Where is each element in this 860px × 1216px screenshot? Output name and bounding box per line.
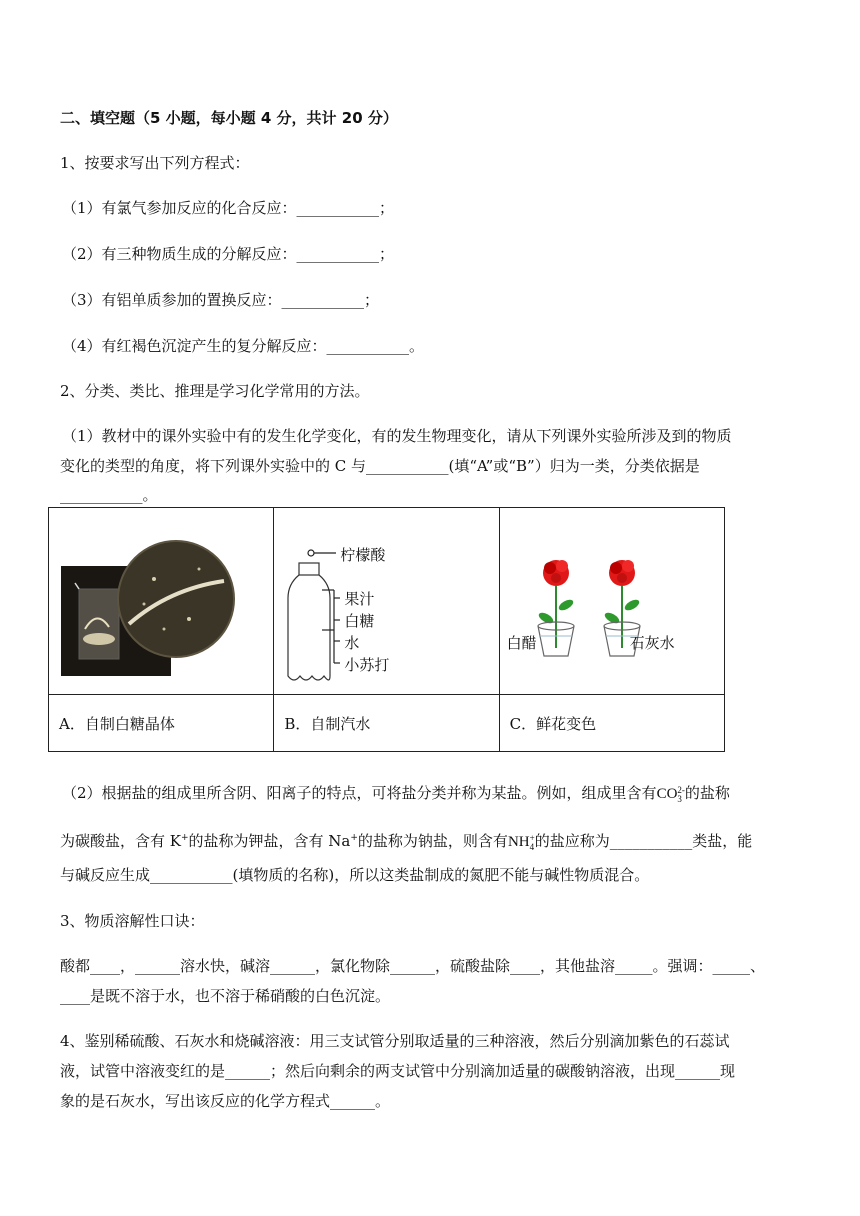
label-white-vinegar: 白醋	[506, 634, 537, 652]
q4-line1: 4、鉴别稀硫酸、石灰水和烧碱溶液：用三支试管分别取适量的三种溶液，然后分别滴加紫色的石蕊试	[60, 1032, 730, 1050]
q3-line2: ____是既不溶于水，也不溶于稀硝酸的白色沉淀。	[60, 987, 391, 1005]
q4-line3: 象的是石灰水，写出该反应的化学方程式______。	[60, 1092, 391, 1110]
label-juice: 果汁	[344, 590, 375, 608]
q4-line2: 液，试管中溶液变红的是______；然后向剩余的两支试管中分别滴加适量的碳酸钠溶液，出现______现	[60, 1062, 736, 1080]
caption-a: A．自制白糖晶体	[49, 695, 274, 752]
q1-item-3: （3）有铝单质参加的置换反应：___________；	[62, 291, 380, 309]
q1-item-2: （2）有三种物质生成的分解反应：___________；	[62, 245, 395, 263]
label-water: 水	[344, 634, 360, 652]
experiment-table	[48, 507, 725, 752]
label-citric-acid: 柠檬酸	[340, 546, 386, 564]
caption-c: C．鲜花变色	[499, 695, 724, 752]
roses-in-glasses-icon	[500, 508, 724, 692]
cell-a-image	[49, 508, 274, 695]
cell-b-image	[274, 508, 499, 695]
q2-part2-line2: 为碳酸盐，含有 K+的盐称为钾盐，含有 Na+的盐称为钠盐，则含有NH + 4 的盐应称为___________类盐，能	[60, 832, 753, 852]
q3-stem: 3、物质溶解性口诀：	[60, 912, 205, 930]
sugar-crystal-beaker-icon	[49, 509, 273, 693]
q2-part2-line3: 与碱反应生成___________(填物质的名称)，所以这类盐制成的氮肥不能与碱性物质混合。	[60, 866, 650, 884]
section-title: 二、填空题（5 小题，每小题 4 分，共计 20 分）	[60, 109, 398, 127]
q2-part2-line1: （2）根据盐的组成里所含阴、阳离子的特点，可将盐分类并称为某盐。例如，组成里含有CO 2- 3 的盐称	[62, 784, 730, 804]
q2-part1-line3: ___________。	[60, 486, 158, 504]
label-sugar: 白糖	[344, 612, 375, 630]
q2-part1-line2: 变化的类型的角度，将下列课外实验中的 C 与___________(填“A”或“B”）归为一类，分类依据是	[60, 457, 700, 475]
label-baking-soda: 小苏打	[344, 656, 390, 674]
q1-item-1: （1）有氯气参加反应的化合反应：___________；	[62, 199, 395, 217]
caption-b: B．自制汽水	[274, 695, 499, 752]
q2-part1-line1: （1）教材中的课外实验中有的发生化学变化，有的发生物理变化，请从下列课外实验所涉及到的物质	[62, 427, 732, 445]
q1-stem: 1、按要求写出下列方程式：	[60, 154, 250, 172]
q2-stem: 2、分类、类比、推理是学习化学常用的方法。	[60, 382, 370, 400]
label-limewater: 石灰水	[629, 634, 675, 652]
cell-c-image	[499, 508, 724, 695]
q1-item-4: （4）有红褐色沉淀产生的复分解反应：___________。	[62, 337, 425, 355]
q3-line1: 酸都____，______溶水快，碱溶______，氯化物除______，硫酸盐除____，其他盐溶_____。强调：_____、	[60, 957, 766, 975]
